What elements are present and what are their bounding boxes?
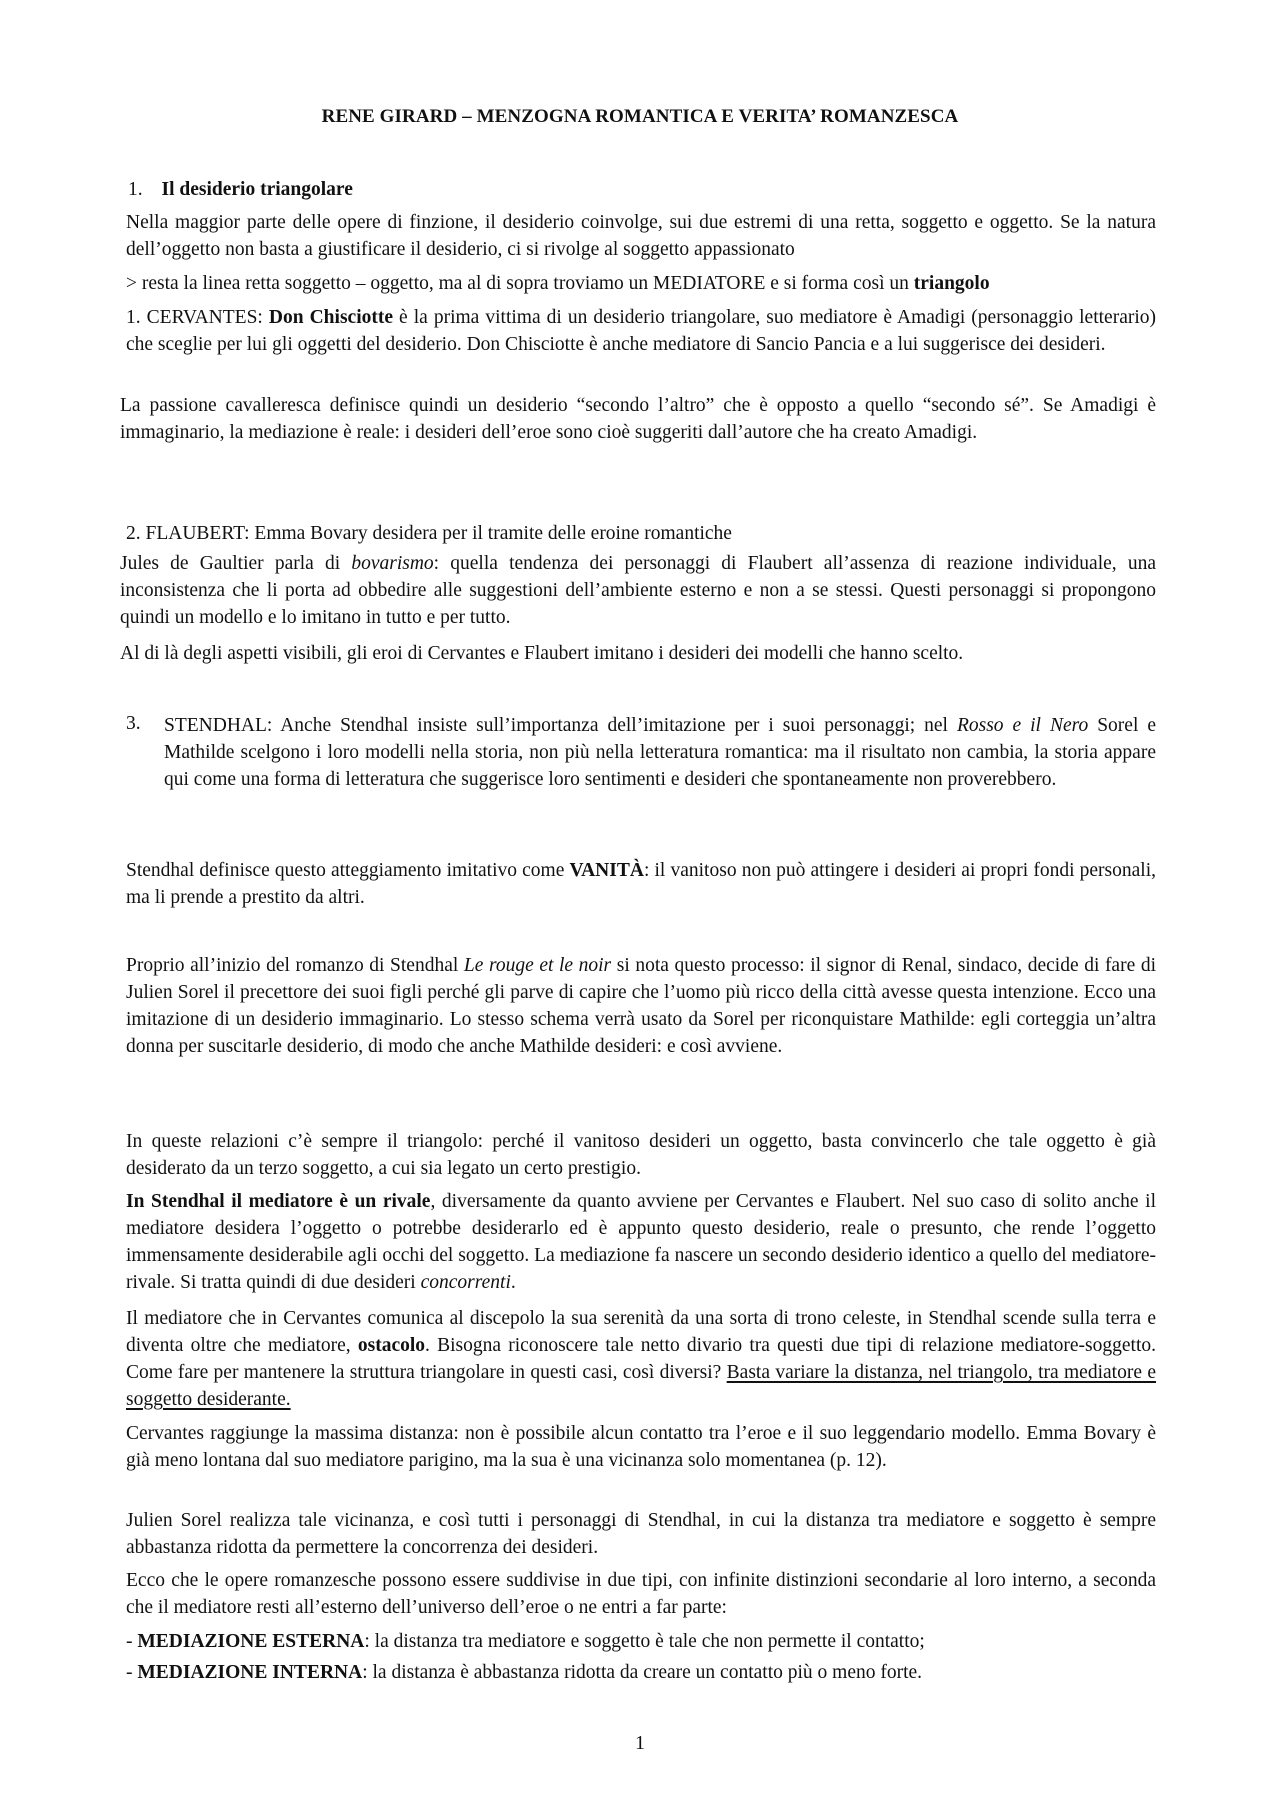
list-dash: -	[126, 1631, 138, 1652]
section-2-paragraph-1	[120, 550, 1156, 631]
section-2-paragraph-1-text: : quella tendenza dei personaggi di Flaubert all’assenza di reazione individuale, una inconsistenza che li porta ad obbedire alle suggestioni dell’ambiente esterno e non a se stessi. Questi personaggi si propongono quindi un modello e lo imitano in tutto e per tutto.	[120, 553, 1156, 628]
rouge-noir-italic: Le rouge et le noir	[463, 955, 612, 976]
rouge-noir-text: si nota questo processo: il signor di Renal, sindaco, decide di fare di Julien Sorel il precettore dei suoi figli perché gli parve di capire che l’uomo più ricco della città avesse questa intenzione. Ecco una imitazione di un desiderio immaginario. Lo stesso schema verrà usato da Sorel per riconquistare Mathilde: egli corteggia un’altra donna per suscitarle desiderio, di modo che anche Mathilde desideri: e così avviene.	[126, 955, 1156, 1057]
cervantes-distanza-paragraph: Cervantes raggiunge la massima distanza: non è possibile alcun contatto tra l’eroe e il suo leggendario modello. Emma Bovary è già meno lontana dal suo mediatore parigino, ma la sua è una vicinanza solo momentanea (p. 12).	[126, 1423, 1156, 1471]
vanita-text: : il vanitoso non può attingere i desideri ai propri fondi personali, ma li prende a prestito da altri.	[126, 860, 1156, 908]
rivale-text: , diversamente da quanto avviene per Cervantes e Flaubert. Nel suo caso di solito anche il mediatore desidera l’oggetto o potrebbe desiderarlo ed è appunto questo desiderio, reale o presunto, che rende l’oggetto immensamente desiderabile agli occhi del soggetto. La mediazione fa nascere un secondo desiderio identico a quello del mediatore-rivale. Si tratta quindi di due desideri	[126, 1191, 1156, 1293]
section-1-title: Il desiderio triangolare	[161, 179, 353, 200]
section-1-heading	[128, 176, 353, 203]
mediazione-esterna-text: : la distanza tra mediatore e soggetto è tale che non permette il contatto;	[364, 1631, 925, 1652]
document-title: RENE GIRARD – MENZOGNA ROMANTICA E VERITA’ ROMANZESCA	[321, 106, 959, 127]
mediazione-interna-bold: MEDIAZIONE INTERNA	[137, 1662, 363, 1683]
section-2-heading: 2. FLAUBERT: Emma Bovary desidera per il tramite delle eroine romantiche	[126, 523, 732, 544]
section-1-number: 1.	[128, 179, 143, 200]
vanita-prefix: Stendhal definisce questo atteggiamento imitativo come	[126, 860, 570, 881]
mediazione-interna-text: : la distanza è abbastanza ridotta da creare un contatto più o meno forte.	[362, 1662, 923, 1683]
stendhal-text: Sorel e Mathilde scelgono i loro modelli nella storia, non più nella letteratura romantica: ma il risultato non cambia, la storia appare qui come una forma di letteratura che suggerisce loro sentimenti e desideri che spontaneamente non proverebbero.	[164, 715, 1156, 790]
julien-sorel-paragraph: Julien Sorel realizza tale vicinanza, e così tutti i personaggi di Stendhal, in cui la distanza tra mediatore e soggetto è sempre abbastanza ridotta da permettere la concorrenza dei desideri.	[126, 1510, 1156, 1558]
cervantes-paragraph	[126, 304, 1156, 358]
list-dash: -	[126, 1662, 138, 1683]
cervantes-prefix: 1. CERVANTES:	[126, 307, 269, 328]
rivale-bold: In Stendhal il mediatore è un rivale	[126, 1191, 431, 1212]
section-1-paragraph-1: Nella maggior parte delle opere di finzione, il desiderio coinvolge, sui due estremi di una retta, soggetto e oggetto. Se la natura dell’oggetto non basta a giustificare il desiderio, ci si rivolge al soggetto appassionato	[126, 212, 1156, 260]
mediazione-interna-item	[126, 1659, 1156, 1686]
triangolo-bold: triangolo	[913, 273, 990, 294]
opere-romanzesche-paragraph: Ecco che le opere romanzesche possono essere suddivise in due tipi, con infinite distinzioni secondarie al loro interno, a seconda che il mediatore resti all’esterno dell’universo dell’eroe o ne entri a far parte:	[126, 1570, 1156, 1618]
concorrenti-italic: concorrenti	[420, 1272, 511, 1293]
ostacolo-paragraph	[126, 1305, 1156, 1413]
bovarismo-italic: bovarismo	[351, 553, 434, 574]
triangolo-relazioni-paragraph: In queste relazioni c’è sempre il triangolo: perché il vanitoso desideri un oggetto, basta convincerlo che tale oggetto è già desiderato da un terzo soggetto, a cui sia legato un certo prestigio.	[126, 1131, 1156, 1179]
vanita-paragraph	[126, 857, 1156, 911]
mediazione-esterna-item	[126, 1628, 1156, 1655]
page-number: 1	[635, 1732, 645, 1754]
section-2-paragraph-1-prefix: Jules de Gaultier parla di	[120, 553, 352, 574]
cervantes-text: è la prima vittima di un desiderio triangolare, suo mediatore è Amadigi (personaggio letterario) che sceglie per lui gli oggetti del desiderio. Don Chisciotte è anche mediatore di Sancio Pancia e a lui suggerisce dei desideri.	[126, 307, 1157, 355]
ostacolo-prefix: Il mediatore che in Cervantes comunica al discepolo la sua serenità da una sorta di trono celeste, in Stendhal scende sulla terra e diventa oltre che mediatore,	[126, 1308, 1156, 1356]
rivale-end: .	[510, 1272, 516, 1293]
section-1-paragraph-2	[126, 270, 1156, 297]
ostacolo-bold: ostacolo	[357, 1335, 426, 1356]
rouge-noir-prefix: Proprio all’inizio del romanzo di Stendhal	[126, 955, 464, 976]
section-1-paragraph-3: La passione cavalleresca definisce quindi un desiderio “secondo l’altro” che è opposto a quello “secondo sé”. Se Amadigi è immaginario, la mediazione è reale: i desideri dell’eroe sono cioè suggeriti dall’autore che ha creato Amadigi.	[120, 395, 1156, 443]
rouge-noir-paragraph	[126, 952, 1156, 1060]
don-chisciotte-bold: Don Chisciotte	[268, 307, 394, 328]
vanita-bold: VANITÀ	[569, 860, 644, 881]
stendhal-paragraph	[164, 712, 1156, 793]
mediazione-esterna-bold: MEDIAZIONE ESTERNA	[137, 1631, 365, 1652]
rosso-e-nero-italic: Rosso e il Nero	[956, 715, 1089, 736]
ostacolo-text: . Bisogna riconoscere tale netto divario tra questi due tipi di relazione mediatore-soggetto. Come fare per mantenere la struttura triangolare in questi casi, così diversi?	[126, 1335, 1156, 1383]
rivale-paragraph	[126, 1188, 1156, 1296]
stendhal-prefix: STENDHAL: Anche Stendhal insiste sull’importanza dell’imitazione per i suoi personaggi; nel	[164, 715, 957, 736]
section-2-paragraph-2: Al di là degli aspetti visibili, gli eroi di Cervantes e Flaubert imitano i desideri dei modelli che hanno scelto.	[120, 643, 964, 664]
section-1-paragraph-2-text: > resta la linea retta soggetto – oggetto, ma al di sopra troviamo un MEDIATORE e si forma così un	[126, 273, 914, 294]
distanza-underlined: Basta variare la distanza, nel triangolo, tra mediatore e soggetto desiderante.	[126, 1362, 1156, 1410]
section-3-number: 3.	[126, 713, 141, 734]
